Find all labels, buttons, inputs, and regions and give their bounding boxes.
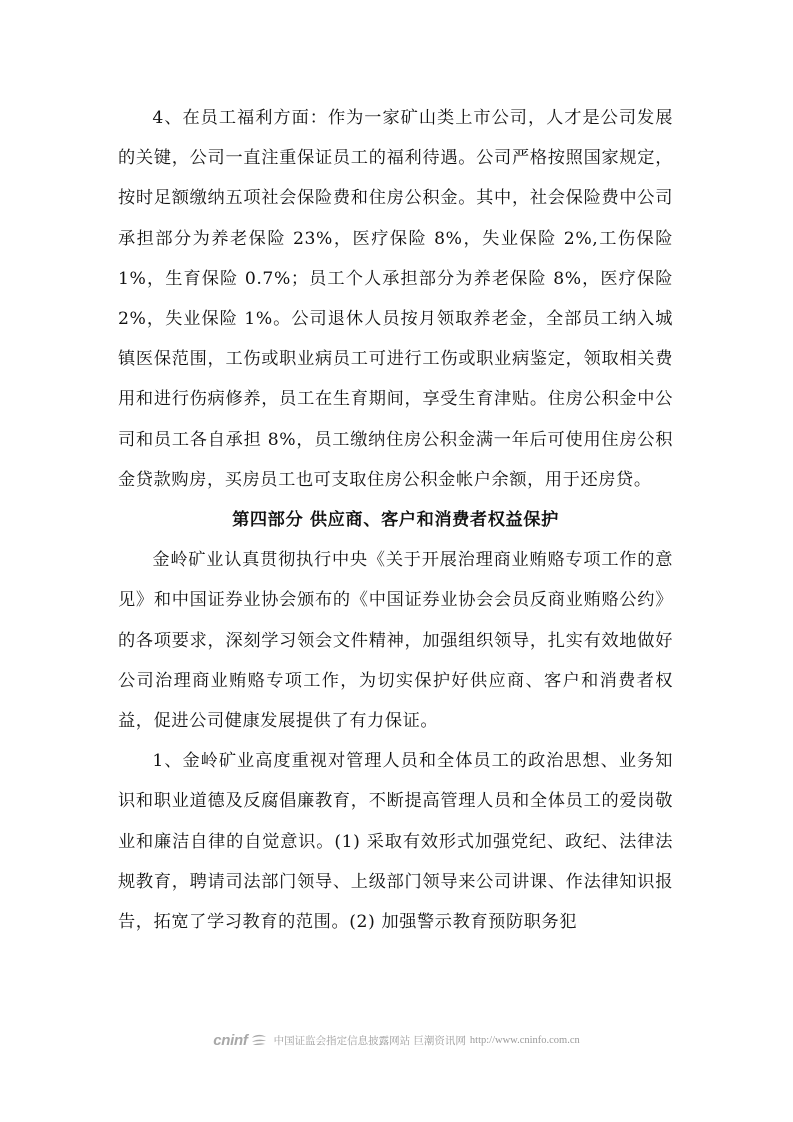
page-footer [0,1028,793,1052]
cninfo-swoosh-icon [250,1033,268,1047]
section-heading: 第四部分 供应商、客户和消费者权益保护 [232,510,559,531]
footer-text: 中国证监会指定信息披露网站 巨潮资讯网 [273,1034,466,1047]
logo-text: cninf [213,1031,248,1049]
paragraph-anti-bribery: 金岭矿业认真贯彻执行中央《关于开展治理商业贿赂专项工作的意见》和中国证券业协会颁布的《中国证券业协会会员反商业贿赂公约》的各项要求，深刻学习领会文件精神，加强组织领导，扎实有效地做好公司治理商业贿赂专项工作，为切实保护好供应商、客户和消费者权益，促进公司健康发展提供了有力保证。 [118,550,673,732]
paragraph-education: 1、金岭矿业高度重视对管理人员和全体员工的政治思想、业务知识和职业道德及反腐倡廉教育，不断提高管理人员和全体员工的爱岗敬业和廉洁自律的自觉意识。(1) 采取有效形式加强党纪、政纪、法律法规教育，聘请司法部门领导、上级部门领导来公司讲课、作法律知识报告，拓宽了学习教育的范围。(2) 加强警示教育预防职务犯 [118,751,673,933]
paragraph-employee-welfare: 4、在员工福利方面：作为一家矿山类上市公司，人才是公司发展的关键，公司一直注重保证员工的福利待遇。公司严格按照国家规定，按时足额缴纳五项社会保险费和住房公积金。其中，社会保险费中公司承担部分为养老保险 23%，医疗保险 8%，失业保险 2%,工伤保险 1%，生育保险 0.7%；员工个人承担部分为养老保险 8%，医疗保险 2%，失业保险 1%。公司退休人员按月领取养老金，全部员工纳入城镇医保范围，工伤或职业病员工可进行工伤或职业病鉴定，领取相关费用和进行伤病修养，员工在生育期间，享受生育津贴。住房公积金中公司和员工各自承担 8%，员工缴纳住房公积金满一年后可使用住房公积金贷款购房，买房员工也可支取住房公积金帐户余额，用于还房贷。 [118,108,673,490]
footer-url[interactable]: http://www.cninfo.com.cn [469,1034,580,1046]
cninfo-logo [213,1032,267,1049]
document-body [118,98,673,942]
